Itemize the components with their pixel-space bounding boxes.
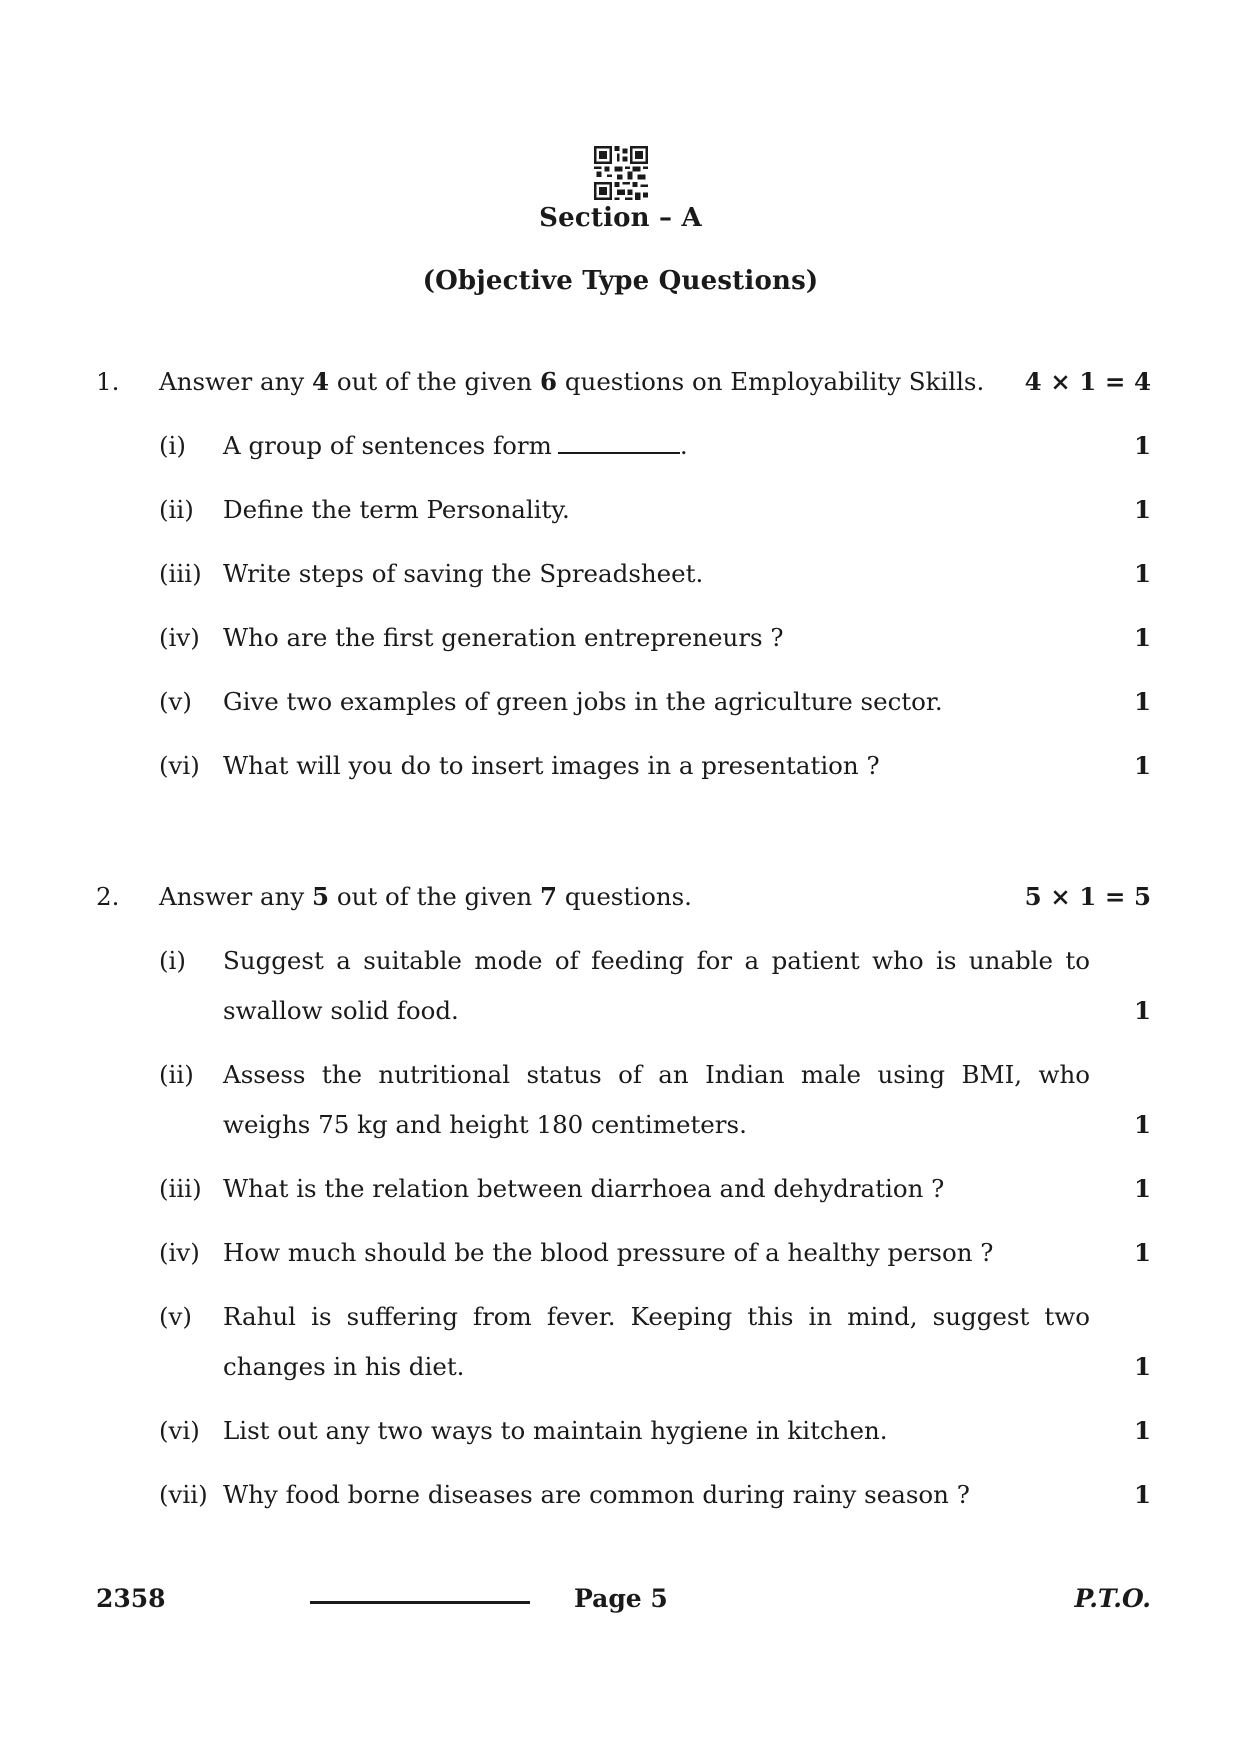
item-label: (v) (159, 687, 192, 716)
item-label: (vii) (159, 1480, 208, 1509)
item-label: (vi) (159, 1416, 200, 1445)
item-label: (iii) (159, 559, 202, 588)
item-text: List out any two ways to maintain hygiene in kitchen. (223, 1416, 888, 1445)
fill-in-blank (558, 432, 680, 454)
item-mark: 1 (1133, 623, 1151, 652)
item-text-line: Rahul is suffering from fever. Keeping this in mind, suggest two (223, 1302, 1090, 1331)
item-mark: 1 (1133, 559, 1151, 588)
question-marks: 5 × 1 = 5 (1024, 882, 1151, 911)
item-label: (iv) (159, 1238, 200, 1267)
item-text: Write steps of saving the Spreadsheet. (223, 559, 704, 588)
item-label: (i) (159, 946, 186, 975)
item-text: How much should be the blood pressure of a healthy person ? (223, 1238, 994, 1267)
page-number: Page 5 (574, 1584, 668, 1613)
item-mark: 1 (1133, 431, 1151, 460)
item-label: (v) (159, 1302, 192, 1331)
item-mark: 1 (1133, 495, 1151, 524)
item-text: What is the relation between diarrhoea and dehydration ? (223, 1174, 945, 1203)
question-number: 2. (96, 882, 120, 911)
please-turn-over: P.T.O. (1074, 1584, 1151, 1613)
item-text: Why food borne diseases are common during rainy season ? (223, 1480, 970, 1509)
item-label: (vi) (159, 751, 200, 780)
question-instruction: Answer any 4 out of the given 6 questions on Employability Skills. (159, 367, 985, 396)
item-label: (ii) (159, 1060, 194, 1089)
question-instruction: Answer any 5 out of the given 7 questions. (159, 882, 692, 911)
paper-code: 2358 (96, 1584, 166, 1613)
item-mark: 1 (1133, 1416, 1151, 1445)
item-mark: 1 (1133, 1352, 1151, 1381)
section-title: Section – A (539, 203, 702, 233)
item-text: Define the term Personality. (223, 495, 570, 524)
item-mark: 1 (1133, 1174, 1151, 1203)
item-text: A group of sentences form . (223, 431, 688, 460)
item-label: (ii) (159, 495, 194, 524)
footer-divider (310, 1601, 530, 1604)
question-number: 1. (96, 367, 120, 396)
item-text-line: Suggest a suitable mode of feeding for a patient who is unable to (223, 946, 1090, 975)
item-mark: 1 (1133, 1480, 1151, 1509)
qr-code-icon (594, 146, 648, 200)
item-mark: 1 (1133, 751, 1151, 780)
item-text-line: swallow solid food. (223, 996, 459, 1025)
item-text: Give two examples of green jobs in the agriculture sector. (223, 687, 943, 716)
item-mark: 1 (1133, 996, 1151, 1025)
item-text-line: Assess the nutritional status of an Indian male using BMI, who (223, 1060, 1090, 1089)
question-marks: 4 × 1 = 4 (1024, 367, 1151, 396)
item-mark: 1 (1133, 1238, 1151, 1267)
item-mark: 1 (1133, 687, 1151, 716)
item-label: (iv) (159, 623, 200, 652)
item-text-line: weighs 75 kg and height 180 centimeters. (223, 1110, 747, 1139)
item-label: (iii) (159, 1174, 202, 1203)
item-label: (i) (159, 431, 186, 460)
item-text-line: changes in his diet. (223, 1352, 465, 1381)
item-mark: 1 (1133, 1110, 1151, 1139)
item-text: Who are the first generation entrepreneurs ? (223, 623, 784, 652)
section-subtitle: (Objective Type Questions) (422, 266, 819, 296)
item-text: What will you do to insert images in a presentation ? (223, 751, 880, 780)
